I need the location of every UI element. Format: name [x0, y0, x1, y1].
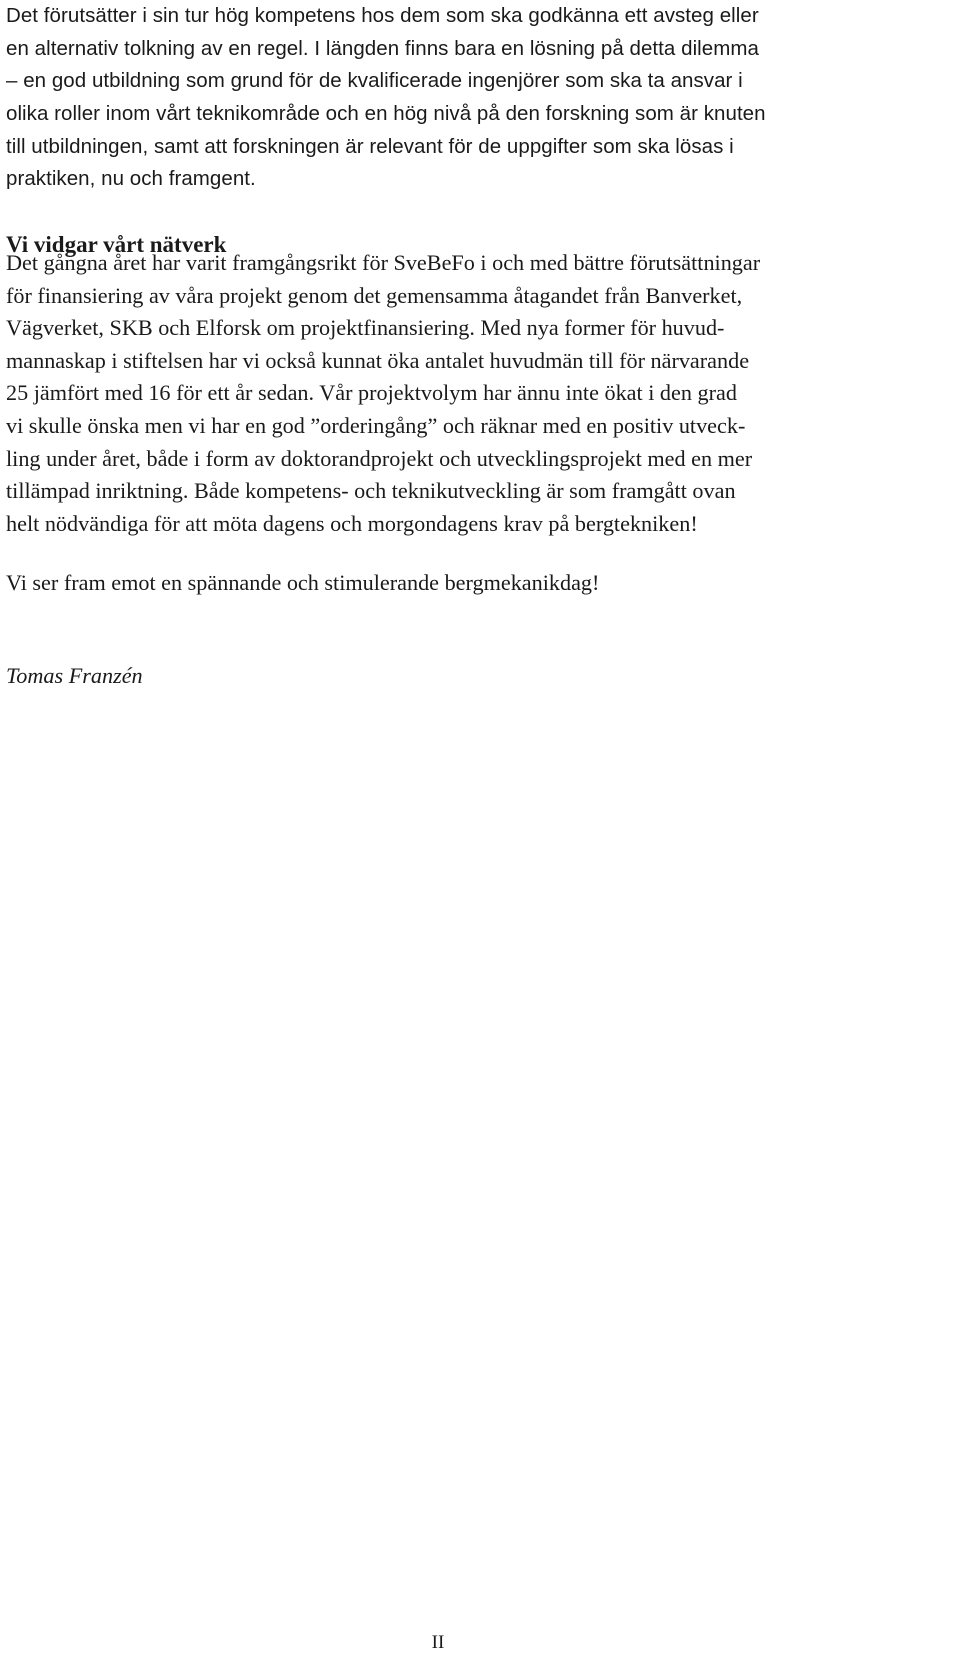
text-line: Det förutsätter i sin tur hög kompetens hos dem som ska godkänna ett avsteg eller: [6, 4, 759, 27]
closing-sentence: Vi ser fram emot en spännande och stimulerande bergmekanikdag!: [6, 570, 600, 595]
text-line: ling under året, både i form av doktorandprojekt och utvecklingsprojekt med en mer: [6, 445, 753, 471]
network-paragraph: [6, 247, 956, 540]
text-line: för finansiering av våra projekt genom det gemensamma åtagandet från Banverket,: [6, 282, 743, 308]
text-line: olika roller inom vårt teknikområde och en hög nivå på den forskning som är knuten: [6, 102, 766, 126]
text-line: till utbildningen, samt att forskningen är relevant för de uppgifter som ska lösas i: [6, 134, 734, 158]
text-line: Vägverket, SKB och Elforsk om projektfinansiering. Med nya former för huvud-: [6, 315, 725, 341]
signature: Tomas Franzén: [6, 663, 143, 688]
text-line: mannaskap i stiftelsen har vi också kunnat öka antalet huvudmän till för närvarande: [6, 347, 750, 373]
section-heading: Vi vidgar vårt nätverk: [6, 232, 227, 257]
intro-paragraph: [6, 0, 956, 196]
text-line: vi skulle önska men vi har en god ”orderingång” och räknar med en positiv utveck-: [6, 412, 746, 438]
text-line: – en god utbildning som grund för de kvalificerade ingenjörer som ska ta ansvar i: [6, 69, 743, 93]
text-line: tillämpad inriktning. Både kompetens- och teknikutveckling är som framgått ovan: [6, 478, 736, 504]
page-number: II: [431, 1632, 445, 1653]
text-line: Det gångna året har varit framgångsrikt för SveBeFo i och med bättre förutsättningar: [6, 250, 761, 275]
text-line: 25 jämfört med 16 för ett år sedan. Vår projektvolym har ännu inte ökat i den grad: [6, 380, 737, 406]
text-line: en alternativ tolkning av en regel. I längden finns bara en lösning på detta dilemma: [6, 36, 759, 60]
text-line: praktiken, nu och framgent.: [6, 167, 256, 191]
text-line: helt nödvändiga för att möta dagens och morgondagens krav på bergtekniken!: [6, 510, 698, 536]
